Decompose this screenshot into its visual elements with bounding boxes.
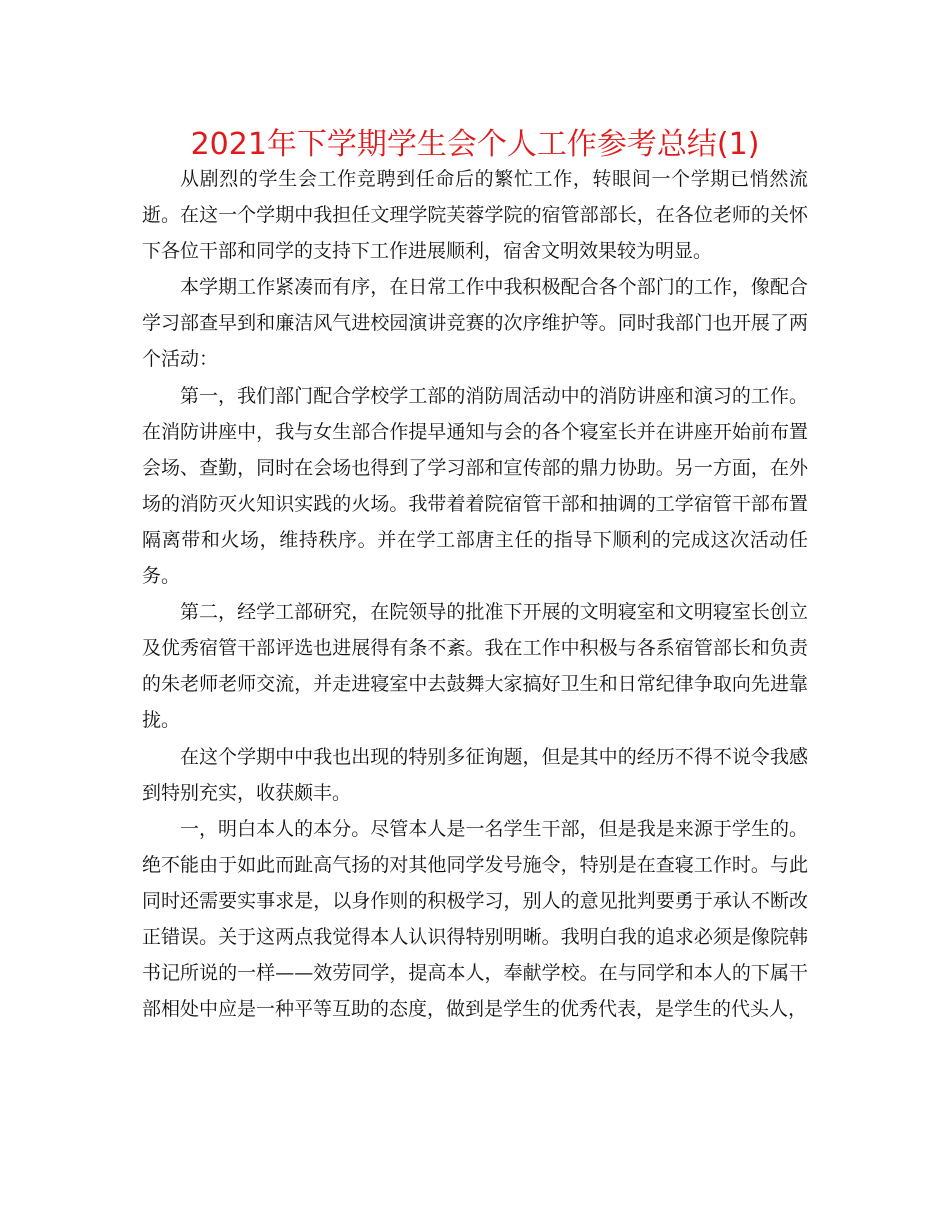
paragraph: 本学期工作紧凑而有序，在日常工作中我积极配合各个部门的工作，像配合学习部查早到和廉洁风气进校园演讲竞赛的次序维护等。同时我部门也开展了两个活动： [142,276,808,371]
paragraph: 在这个学期中中我也出现的特别多征询题，但是其中的经历不得不说令我感到特别充实，收获颇丰。 [142,745,808,804]
document-body [142,161,808,1027]
paragraph: 第一，我们部门配合学校学工部的消防周活动中的消防讲座和演习的工作。在消防讲座中，我与女生部合作提早通知与会的各个寝室长并在讲座开始前布置会场、查勤，同时在会场也得到了学习部和宣传部的鼎力协助。另一方面，在外场的消防灭火知识实践的火场。我带着着院宿管干部和抽调的工学宿管干部布置隔离带和火场，维持秩序。并在学工部唐主任的指导下顺利的完成这次活动任务。 [142,384,808,588]
paragraph: 从剧烈的学生会工作竞聘到任命后的繁忙工作，转眼间一个学期已悄然流逝。在这一个学期中我担任文理学院芙蓉学院的宿管部部长，在各位老师的关怀下各位干部和同学的支持下工作进展顺利，宿舍文明效果较为明显。 [142,168,808,263]
paragraph: 一，明白本人的本分。尽管本人是一名学生干部，但是我是来源于学生的。绝不能由于如此而趾高气扬的对其他同学发号施令，特别是在查寝工作时。与此同时还需要实事求是，以身作则的积极学习，别人的意见批判要勇于承认不断改正错误。关于这两点我觉得本人认识得特别明晰。我明白我的追求必须是像院韩书记所说的一样——效劳同学，提高本人，奉献学校。在与同学和本人的下属干部相处中应是一种平等互助的态度，做到是学生的优秀代表，是学生的代头人， [142,817,808,1021]
paragraph: 第二，经学工部研究，在院领导的批准下开展的文明寝室和文明寝室长创立及优秀宿管干部评选也进展得有条不紊。我在工作中积极与各系宿管部长和负责的朱老师老师交流，并走进寝室中去鼓舞大家搞好卫生和日常纪律争取向先进靠拢。 [142,601,808,732]
document-title: 2021年下学期学生会个人工作参考总结(1) [190,127,760,162]
